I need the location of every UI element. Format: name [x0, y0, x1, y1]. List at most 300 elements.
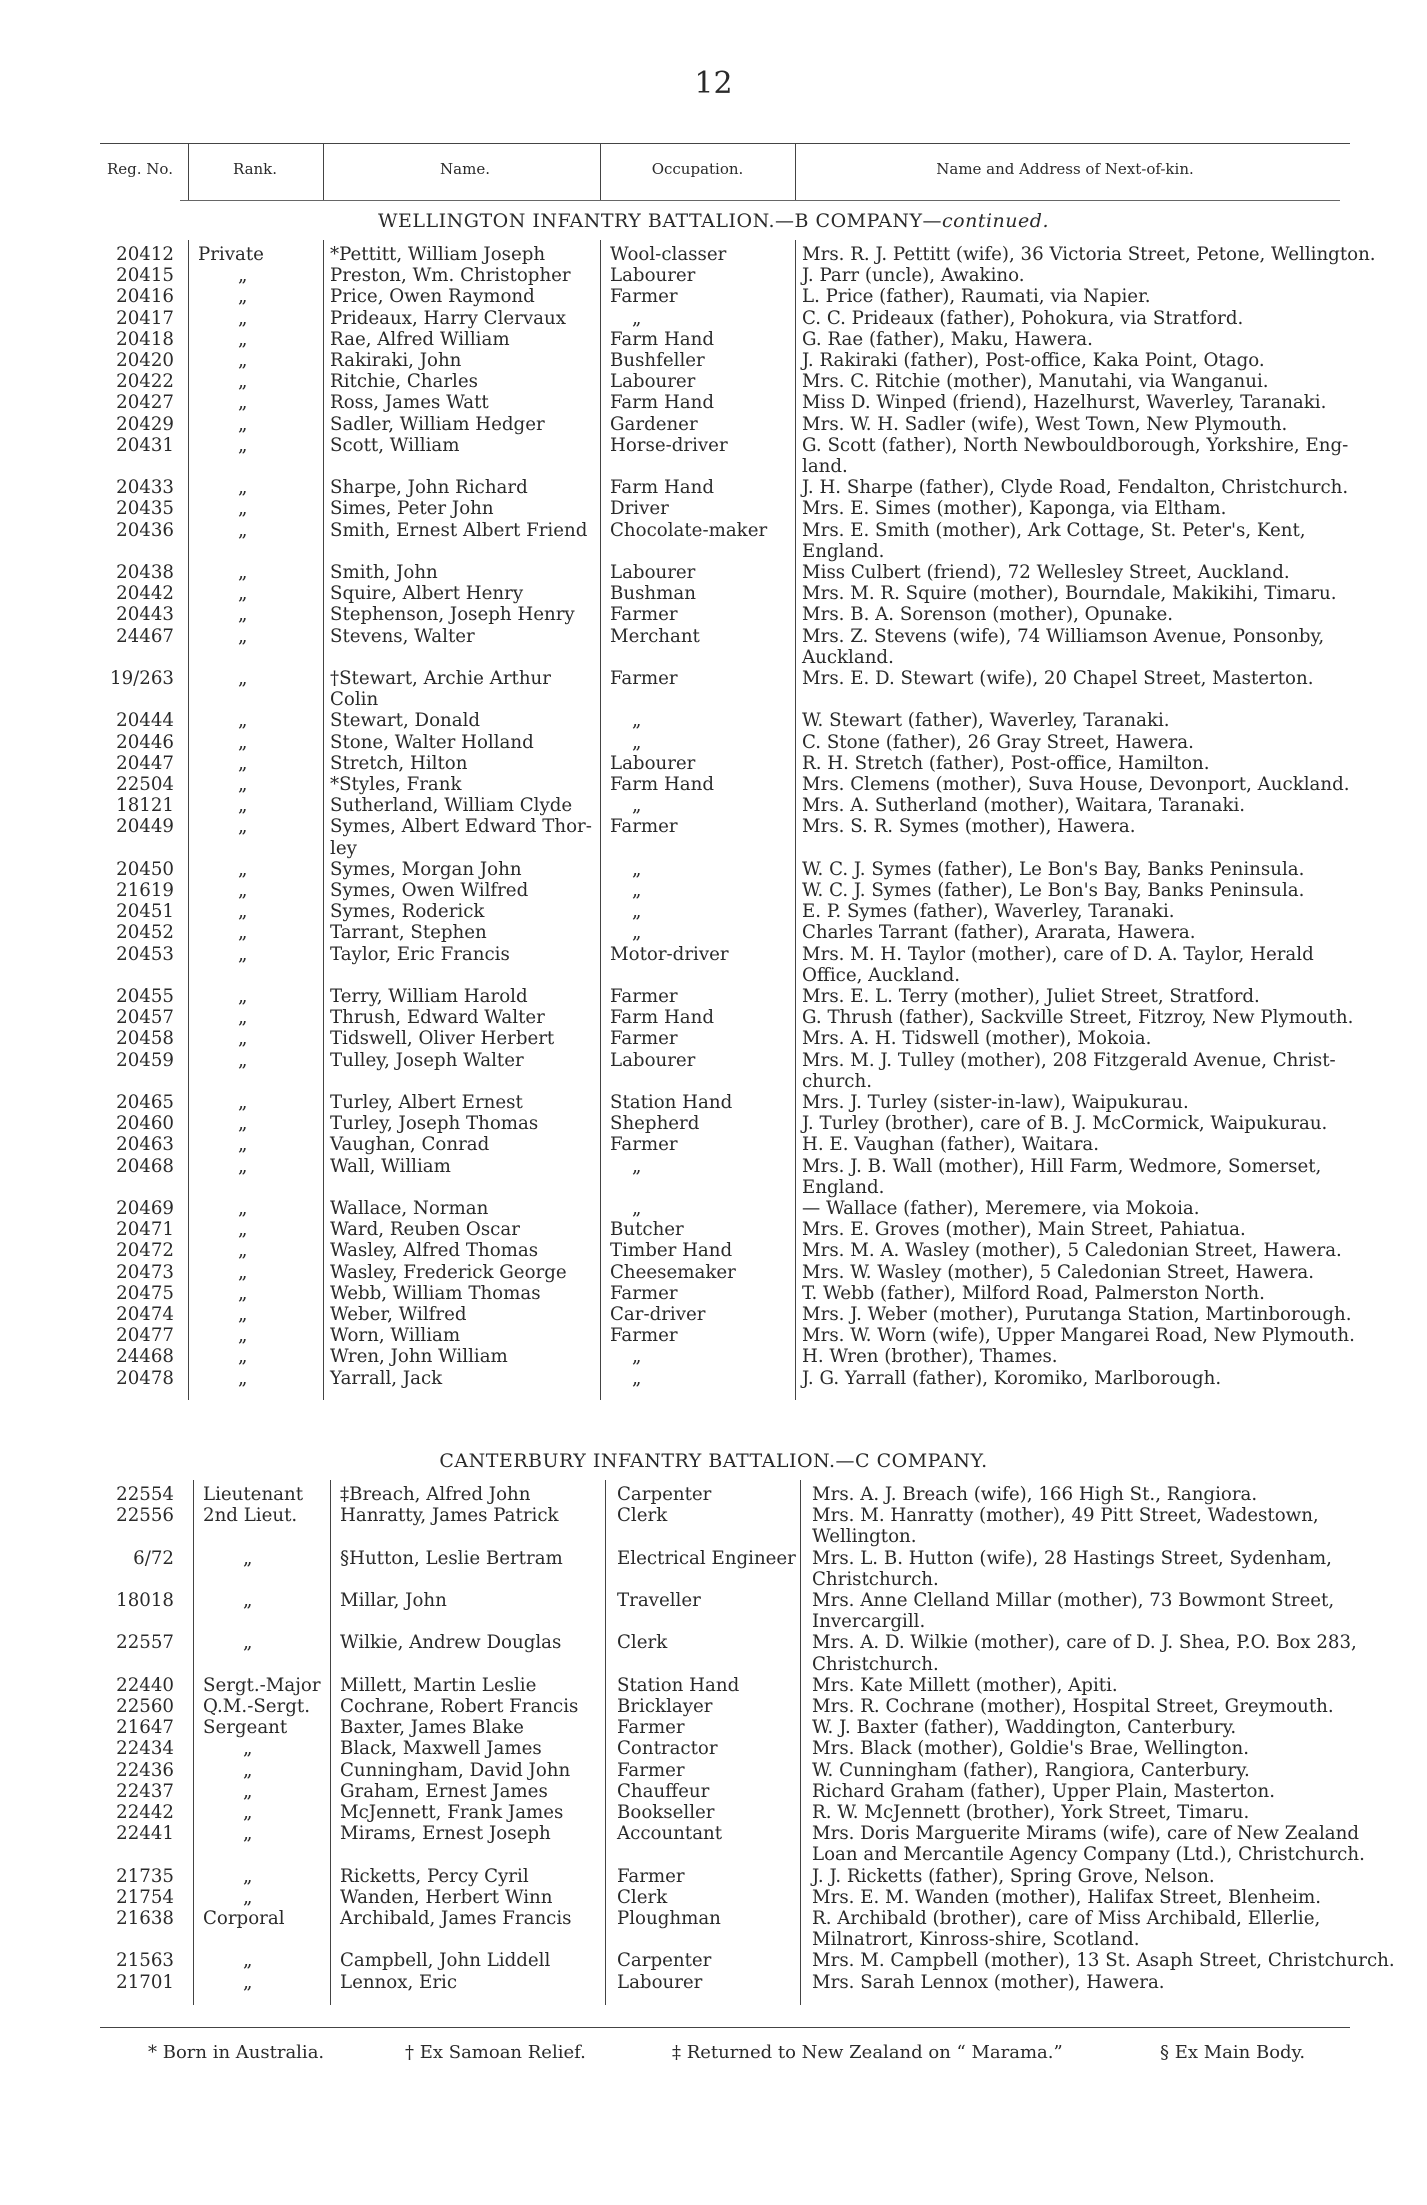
- next-of-kin-cell: Charles Tarrant (father), Ararata, Hawera.: [802, 922, 1196, 944]
- name-cell: Ricketts, Percy Cyril: [340, 1865, 529, 1887]
- occupation-cell: Farm Hand: [610, 1007, 715, 1029]
- next-of-kin-cell: Mrs. E. M. Wanden (mother), Halifax Street, Blenheim.: [812, 1886, 1322, 1908]
- next-of-kin-continuation: England.: [802, 540, 885, 562]
- header-divider-4: [795, 143, 796, 200]
- reg-no-cell: 20477: [116, 1325, 174, 1347]
- rank-cell: Private: [198, 244, 264, 265]
- header-divider-2: [323, 143, 324, 200]
- name-cell: ‡Breach, Alfred John: [340, 1484, 531, 1505]
- reg-no-cell: 18121: [116, 795, 174, 817]
- rank-cell: „: [243, 1780, 253, 1802]
- next-of-kin-cell: J. J. Ricketts (father), Spring Grove, Nelson.: [812, 1865, 1215, 1887]
- rank-cell: Sergt.-Major: [203, 1674, 321, 1696]
- header-occupation: Occupation.: [651, 160, 744, 178]
- reg-no-cell: 22436: [116, 1759, 174, 1781]
- reg-no-cell: 20475: [116, 1282, 174, 1304]
- rank-cell: „: [238, 1346, 248, 1368]
- rank-cell: Q.M.-Sergt.: [203, 1696, 310, 1717]
- name-cell: Simes, Peter John: [330, 498, 494, 520]
- reg-no-cell: 20447: [116, 752, 174, 774]
- rank-cell: „: [238, 922, 248, 944]
- name-cell: Wasley, Alfred Thomas: [330, 1240, 539, 1262]
- name-cell: Preston, Wm. Christopher: [330, 265, 571, 287]
- rank-cell: „: [238, 286, 248, 308]
- next-of-kin-cell: Richard Graham (father), Upper Plain, Masterton.: [812, 1780, 1275, 1802]
- next-of-kin-cell: Mrs. R. J. Pettitt (wife), 36 Victoria Street, Petone, Wellington.: [802, 244, 1376, 265]
- next-of-kin-cell: Mrs. Black (mother), Goldie's Brae, Wellington.: [812, 1738, 1250, 1760]
- name-cell: Stretch, Hilton: [330, 752, 468, 774]
- next-of-kin-cell: Mrs. S. R. Symes (mother), Hawera.: [802, 816, 1136, 838]
- next-of-kin-cell: W. C. J. Symes (father), Le Bon's Bay, Banks Peninsula.: [802, 880, 1305, 901]
- rank-cell: „: [238, 1240, 248, 1262]
- reg-no-cell: 20449: [116, 816, 174, 838]
- next-of-kin-cell: Mrs. M. J. Tulley (mother), 208 Fitzgerald Avenue, Christ-: [802, 1049, 1336, 1071]
- name-cell: Rakiraki, John: [330, 350, 462, 371]
- occupation-cell: Bookseller: [617, 1802, 715, 1823]
- footnote-main-body: § Ex Main Body.: [1160, 2042, 1306, 2063]
- next-of-kin-cell: W. Stewart (father), Waverley, Taranaki.: [802, 710, 1170, 732]
- occupation-cell: Farm Hand: [610, 477, 715, 499]
- reg-no-cell: 20438: [116, 562, 174, 583]
- next-of-kin-cell: J. G. Yarrall (father), Koromiko, Marlborough.: [802, 1367, 1222, 1389]
- name-cell: Smith, Ernest Albert Friend: [330, 519, 588, 541]
- name-cell: Smith, John: [330, 562, 438, 583]
- next-of-kin-cell: Mrs. E. D. Stewart (wife), 20 Chapel Street, Masterton.: [802, 668, 1314, 689]
- rank-cell: „: [238, 1092, 248, 1113]
- reg-no-cell: 6/72: [133, 1547, 174, 1569]
- reg-no-cell: 20469: [116, 1198, 174, 1219]
- next-of-kin-cell: Mrs. J. B. Wall (mother), Hill Farm, Wedmore, Somerset,: [802, 1155, 1322, 1177]
- name-cell: Millar, John: [340, 1590, 447, 1611]
- reg-no-cell: 20446: [116, 731, 174, 753]
- rank-cell: „: [238, 774, 248, 795]
- occupation-cell: Clerk: [617, 1632, 668, 1654]
- rank-cell: „: [238, 413, 248, 435]
- next-of-kin-cell: Mrs. E. Simes (mother), Kaponga, via Eltham.: [802, 498, 1227, 520]
- next-of-kin-cell: R. W. McJennett (brother), York Street, Timaru.: [812, 1802, 1250, 1823]
- rank-cell: „: [238, 307, 248, 329]
- name-cell: Campbell, John Liddell: [340, 1950, 551, 1972]
- next-of-kin-cell: G. Thrush (father), Sackville Street, Fitzroy, New Plymouth.: [802, 1007, 1354, 1029]
- reg-no-cell: 20442: [116, 583, 174, 605]
- reg-no-cell: 20450: [116, 858, 174, 880]
- footer-rule: [100, 2027, 1350, 2028]
- rank-cell: „: [243, 1590, 253, 1611]
- next-of-kin-continuation: Christchurch.: [812, 1653, 939, 1675]
- reg-no-cell: 20415: [116, 265, 174, 287]
- next-of-kin-cell: Mrs. W. H. Sadler (wife), West Town, New Plymouth.: [802, 413, 1288, 435]
- next-of-kin-cell: Mrs. M. R. Squire (mother), Bourndale, Makikihi, Timaru.: [802, 583, 1337, 605]
- reg-no-cell: 20416: [116, 286, 174, 308]
- name-cell: Wallace, Norman: [330, 1198, 489, 1219]
- next-of-kin-cell: Mrs. R. Cochrane (mother), Hospital Street, Greymouth.: [812, 1696, 1334, 1717]
- next-of-kin-cell: H. Wren (brother), Thames.: [802, 1346, 1058, 1368]
- occupation-cell: Contractor: [617, 1738, 718, 1760]
- reg-no-cell: 20451: [116, 901, 174, 923]
- occupation-cell: Bushman: [610, 583, 696, 605]
- next-of-kin-cell: Mrs. J. Weber (mother), Purutanga Station, Martinborough.: [802, 1304, 1352, 1325]
- name-cell: Weber, Wilfred: [330, 1304, 467, 1325]
- next-of-kin-cell: G. Rae (father), Maku, Hawera.: [802, 328, 1093, 350]
- name-cell: Worn, William: [330, 1325, 461, 1347]
- occupation-cell: „: [632, 922, 642, 944]
- name-cell: Tidswell, Oliver Herbert: [330, 1028, 555, 1050]
- name-cell: Baxter, James Blake: [340, 1717, 524, 1739]
- column-divider-rank: [188, 240, 189, 1400]
- name-cell: Ward, Reuben Oscar: [330, 1219, 520, 1241]
- section-title-wellington: [0, 210, 1427, 232]
- rank-cell: „: [238, 328, 248, 350]
- name-cell: §Hutton, Leslie Bertram: [340, 1547, 563, 1569]
- reg-no-cell: 21619: [116, 880, 174, 901]
- occupation-cell: Station Hand: [610, 1092, 733, 1113]
- rank-cell: „: [238, 265, 248, 287]
- column-divider-kin: [795, 240, 796, 1400]
- reg-no-cell: 21701: [116, 1971, 174, 1993]
- reg-no-cell: 22441: [116, 1823, 174, 1845]
- next-of-kin-cell: E. P. Symes (father), Waverley, Taranaki.: [802, 901, 1175, 923]
- rank-cell: „: [238, 519, 248, 541]
- occupation-cell: Carpenter: [617, 1950, 712, 1972]
- occupation-cell: Cheesemaker: [610, 1261, 736, 1283]
- rank-cell: „: [243, 1823, 253, 1845]
- occupation-cell: Driver: [610, 498, 669, 520]
- next-of-kin-cell: C. Stone (father), 26 Gray Street, Hawera.: [802, 731, 1194, 753]
- rank-cell: „: [238, 371, 248, 393]
- name-cell: Stone, Walter Holland: [330, 731, 534, 753]
- rank-cell: „: [238, 434, 248, 456]
- next-of-kin-cell: H. E. Vaughan (father), Waitara.: [802, 1134, 1100, 1156]
- occupation-cell: Farmer: [610, 286, 678, 308]
- name-cell-continuation: ley: [330, 837, 357, 859]
- occupation-cell: Labourer: [610, 371, 696, 393]
- rank-cell: „: [238, 350, 248, 371]
- name-cell: Webb, William Thomas: [330, 1282, 541, 1304]
- next-of-kin-cell: J. Turley (brother), care of B. J. McCormick, Waipukurau.: [802, 1113, 1328, 1135]
- rank-cell: „: [238, 392, 248, 414]
- next-of-kin-continuation: Invercargill.: [812, 1611, 926, 1633]
- occupation-cell: „: [632, 1367, 642, 1389]
- name-cell: Lennox, Eric: [340, 1971, 458, 1993]
- name-cell: Mirams, Ernest Joseph: [340, 1823, 551, 1845]
- name-cell: Rae, Alfred William: [330, 328, 510, 350]
- occupation-cell: Farmer: [610, 816, 678, 838]
- name-cell: Turley, Joseph Thomas: [330, 1113, 539, 1135]
- occupation-cell: Farmer: [610, 1282, 678, 1304]
- name-cell: Tulley, Joseph Walter: [330, 1049, 524, 1071]
- reg-no-cell: 20429: [116, 413, 174, 435]
- occupation-cell: „: [632, 1198, 642, 1219]
- name-cell: Black, Maxwell James: [340, 1738, 542, 1760]
- occupation-cell: Station Hand: [617, 1674, 740, 1696]
- reg-no-cell: 21563: [116, 1950, 174, 1972]
- name-cell: Sharpe, John Richard: [330, 477, 528, 499]
- reg-no-cell: 20444: [116, 710, 174, 732]
- name-cell: Turley, Albert Ernest: [330, 1092, 523, 1113]
- rank-cell: „: [238, 498, 248, 520]
- rank-cell: „: [238, 562, 248, 583]
- reg-no-cell: 20443: [116, 604, 174, 626]
- reg-no-cell: 20420: [116, 350, 174, 371]
- occupation-cell: Chauffeur: [617, 1780, 710, 1802]
- reg-no-cell: 24467: [116, 625, 174, 647]
- name-cell: Cochrane, Robert Francis: [340, 1696, 579, 1717]
- name-cell: Graham, Ernest James: [340, 1780, 548, 1802]
- reg-no-cell: 22560: [116, 1696, 174, 1717]
- next-of-kin-cell: Mrs. J. Turley (sister-in-law), Waipukurau.: [802, 1092, 1189, 1113]
- next-of-kin-cell: Mrs. E. L. Terry (mother), Juliet Street, Stratford.: [802, 986, 1260, 1007]
- occupation-cell: Electrical Engineer: [617, 1547, 796, 1569]
- occupation-cell: Labourer: [610, 562, 696, 583]
- name-cell: Hanratty, James Patrick: [340, 1505, 559, 1527]
- rank-cell: 2nd Lieut.: [203, 1505, 298, 1527]
- column-divider-kin-2: [800, 1480, 801, 2005]
- column-divider-rank-2: [193, 1480, 194, 2005]
- section-title-canterbury: [0, 1450, 1427, 1472]
- rank-cell: „: [238, 1261, 248, 1283]
- next-of-kin-cell: Mrs. Kate Millett (mother), Apiti.: [812, 1674, 1118, 1696]
- reg-no-cell: 20468: [116, 1155, 174, 1177]
- rank-cell: „: [243, 1547, 253, 1569]
- rank-cell: Sergeant: [203, 1717, 288, 1739]
- column-divider-occupation-2: [605, 1480, 606, 2005]
- rank-cell: „: [238, 583, 248, 605]
- next-of-kin-cell: W. C. J. Symes (father), Le Bon's Bay, Banks Peninsula.: [802, 858, 1305, 880]
- name-cell: Squire, Albert Henry: [330, 583, 524, 605]
- rank-cell: Lieutenant: [203, 1484, 304, 1505]
- rank-cell: „: [243, 1632, 253, 1654]
- name-cell: Archibald, James Francis: [340, 1908, 572, 1929]
- rank-cell: „: [243, 1759, 253, 1781]
- reg-no-cell: 20465: [116, 1092, 174, 1113]
- occupation-cell: Clerk: [617, 1886, 668, 1908]
- name-cell: Vaughan, Conrad: [330, 1134, 490, 1156]
- occupation-cell: Bricklayer: [617, 1696, 713, 1717]
- occupation-cell: „: [632, 731, 642, 753]
- page-number: 12: [694, 66, 733, 101]
- name-cell: Stewart, Donald: [330, 710, 481, 732]
- reg-no-cell: 21638: [116, 1908, 174, 1929]
- rank-cell: „: [238, 604, 248, 626]
- name-cell: McJennett, Frank James: [340, 1802, 564, 1823]
- next-of-kin-continuation: land.: [802, 455, 848, 477]
- occupation-cell: „: [632, 858, 642, 880]
- reg-no-cell: 20474: [116, 1304, 174, 1325]
- rank-cell: „: [243, 1802, 253, 1823]
- name-cell: Tarrant, Stephen: [330, 922, 487, 944]
- name-cell: Wasley, Frederick George: [330, 1261, 567, 1283]
- reg-no-cell: 21754: [116, 1886, 174, 1908]
- next-of-kin-cell: W. J. Baxter (father), Waddington, Canterbury.: [812, 1717, 1237, 1739]
- rank-cell: „: [238, 858, 248, 880]
- rank-cell: „: [238, 1007, 248, 1029]
- next-of-kin-cell: Mrs. Z. Stevens (wife), 74 Williamson Avenue, Ponsonby,: [802, 625, 1325, 647]
- name-cell: Wilkie, Andrew Douglas: [340, 1632, 562, 1654]
- occupation-cell: Farm Hand: [610, 328, 715, 350]
- rank-cell: „: [243, 1738, 253, 1760]
- reg-no-cell: 21735: [116, 1865, 174, 1887]
- rank-cell: „: [238, 668, 248, 689]
- name-cell-continuation: Colin: [330, 689, 379, 711]
- rank-cell: „: [238, 1304, 248, 1325]
- rank-cell: „: [238, 1198, 248, 1219]
- next-of-kin-cell: C. C. Prideaux (father), Pohokura, via Stratford.: [802, 307, 1244, 329]
- rank-cell: „: [238, 901, 248, 923]
- occupation-cell: Farmer: [610, 1028, 678, 1050]
- rank-cell: „: [238, 1367, 248, 1389]
- rank-cell: „: [238, 880, 248, 901]
- occupation-cell: „: [632, 307, 642, 329]
- reg-no-cell: 20436: [116, 519, 174, 541]
- rank-cell: „: [238, 816, 248, 838]
- name-cell: Scott, William: [330, 434, 460, 456]
- rank-cell: „: [238, 731, 248, 753]
- reg-no-cell: 20463: [116, 1134, 174, 1156]
- next-of-kin-cell: J. Parr (uncle), Awakino.: [802, 265, 1025, 287]
- occupation-cell: Farmer: [617, 1759, 685, 1781]
- rank-cell: Corporal: [203, 1908, 285, 1929]
- occupation-cell: Farmer: [610, 668, 678, 689]
- header-rank: Rank.: [232, 160, 278, 178]
- occupation-cell: Traveller: [617, 1590, 701, 1611]
- next-of-kin-cell: R. Archibald (brother), care of Miss Archibald, Ellerlie,: [812, 1908, 1321, 1929]
- next-of-kin-continuation: Auckland.: [802, 646, 894, 668]
- occupation-cell: Clerk: [617, 1505, 668, 1527]
- reg-no-cell: 22440: [116, 1674, 174, 1696]
- occupation-cell: Farmer: [610, 604, 678, 626]
- reg-no-cell: 20435: [116, 498, 174, 520]
- rank-cell: „: [238, 986, 248, 1007]
- reg-no-cell: 22434: [116, 1738, 174, 1760]
- rank-cell: „: [238, 1219, 248, 1241]
- rank-cell: „: [238, 1049, 248, 1071]
- next-of-kin-cell: Mrs. Clemens (mother), Suva House, Devonport, Auckland.: [802, 774, 1350, 795]
- next-of-kin-continuation: Wellington.: [812, 1526, 917, 1548]
- next-of-kin-cell: J. Rakiraki (father), Post-office, Kaka Point, Otago.: [802, 350, 1265, 371]
- reg-no-cell: 24468: [116, 1346, 174, 1368]
- occupation-cell: „: [632, 1155, 642, 1177]
- reg-no-cell: 18018: [116, 1590, 174, 1611]
- occupation-cell: Bushfeller: [610, 350, 705, 371]
- occupation-cell: Wool-classer: [610, 244, 727, 265]
- name-cell: Sutherland, William Clyde: [330, 795, 573, 817]
- reg-no-cell: 20453: [116, 943, 174, 965]
- rank-cell: „: [238, 1134, 248, 1156]
- reg-no-cell: 20459: [116, 1049, 174, 1071]
- next-of-kin-cell: Mrs. M. A. Wasley (mother), 5 Caledonian Street, Hawera.: [802, 1240, 1342, 1262]
- name-cell: Terry, William Harold: [330, 986, 528, 1007]
- reg-no-cell: 20452: [116, 922, 174, 944]
- occupation-cell: Horse-driver: [610, 434, 728, 456]
- reg-no-cell: 22557: [116, 1632, 174, 1654]
- name-cell: Stevens, Walter: [330, 625, 475, 647]
- name-cell: Symes, Morgan John: [330, 858, 522, 880]
- occupation-cell: Farmer: [617, 1865, 685, 1887]
- name-cell: †Stewart, Archie Arthur: [330, 668, 551, 689]
- reg-no-cell: 20422: [116, 371, 174, 393]
- rank-cell: „: [238, 1282, 248, 1304]
- name-cell: *Styles, Frank: [330, 774, 462, 795]
- column-divider-name-2: [330, 1480, 331, 2005]
- next-of-kin-cell: Mrs. W. Worn (wife), Upper Mangarei Road, New Plymouth.: [802, 1325, 1355, 1347]
- section-title-suffix: continued.: [942, 210, 1049, 232]
- occupation-cell: Car-driver: [610, 1304, 706, 1325]
- next-of-kin-cell: Mrs. E. Groves (mother), Main Street, Pahiatua.: [802, 1219, 1246, 1241]
- occupation-cell: „: [632, 795, 642, 817]
- next-of-kin-cell: Mrs. Doris Marguerite Mirams (wife), care of New Zealand: [812, 1823, 1360, 1845]
- name-cell: Ritchie, Charles: [330, 371, 478, 393]
- reg-no-cell: 20418: [116, 328, 174, 350]
- reg-no-cell: 20473: [116, 1261, 174, 1283]
- occupation-cell: Accountant: [617, 1823, 723, 1845]
- next-of-kin-cell: Mrs. E. Smith (mother), Ark Cottage, St. Peter's, Kent,: [802, 519, 1306, 541]
- reg-no-cell: 20471: [116, 1219, 174, 1241]
- next-of-kin-cell: W. Cunningham (father), Rangiora, Canterbury.: [812, 1759, 1250, 1781]
- reg-no-cell: 22437: [116, 1780, 174, 1802]
- next-of-kin-cell: Mrs. A. J. Breach (wife), 166 High St., Rangiora.: [812, 1484, 1258, 1505]
- occupation-cell: Carpenter: [617, 1484, 712, 1505]
- occupation-cell: Timber Hand: [610, 1240, 733, 1262]
- header-divider-1: [188, 143, 189, 200]
- next-of-kin-cell: Miss D. Winped (friend), Hazelhurst, Waverley, Taranaki.: [802, 392, 1327, 414]
- next-of-kin-cell: L. Price (father), Raumati, via Napier.: [802, 286, 1151, 308]
- name-cell: Millett, Martin Leslie: [340, 1674, 537, 1696]
- reg-no-cell: 21647: [116, 1717, 174, 1739]
- next-of-kin-cell: T. Webb (father), Milford Road, Palmerston North.: [802, 1282, 1265, 1304]
- footnote-born-australia: * Born in Australia.: [148, 2042, 325, 2063]
- next-of-kin-cell: J. H. Sharpe (father), Clyde Road, Fendalton, Christchurch.: [802, 477, 1349, 499]
- name-cell: Wanden, Herbert Winn: [340, 1886, 553, 1908]
- name-cell: Symes, Owen Wilfred: [330, 880, 529, 901]
- name-cell: Yarrall, Jack: [330, 1367, 443, 1389]
- reg-no-cell: 19/263: [110, 668, 174, 689]
- rank-cell: „: [238, 943, 248, 965]
- occupation-cell: Farmer: [610, 1134, 678, 1156]
- occupation-cell: Labourer: [610, 1049, 696, 1071]
- reg-no-cell: 20472: [116, 1240, 174, 1262]
- rank-cell: „: [238, 795, 248, 817]
- occupation-cell: „: [632, 880, 642, 901]
- section-title-main: WELLINGTON INFANTRY BATTALION.—B COMPANY—: [378, 210, 943, 232]
- reg-no-cell: 20412: [116, 244, 174, 265]
- next-of-kin-continuation: Milnatrort, Kinross-shire, Scotland.: [812, 1929, 1140, 1951]
- next-of-kin-cell: Miss Culbert (friend), 72 Wellesley Street, Auckland.: [802, 562, 1290, 583]
- footnote-samoan-relief: † Ex Samoan Relief.: [405, 2042, 586, 2063]
- next-of-kin-cell: Mrs. A. Sutherland (mother), Waitara, Taranaki.: [802, 795, 1246, 817]
- next-of-kin-cell: Mrs. L. B. Hutton (wife), 28 Hastings Street, Sydenham,: [812, 1547, 1332, 1569]
- occupation-cell: Merchant: [610, 625, 700, 647]
- next-of-kin-cell: Mrs. A. D. Wilkie (mother), care of D. J. Shea, P.O. Box 283,: [812, 1632, 1357, 1654]
- reg-no-cell: 22554: [116, 1484, 174, 1505]
- occupation-cell: Ploughman: [617, 1908, 721, 1929]
- name-cell: Prideaux, Harry Clervaux: [330, 307, 566, 329]
- next-of-kin-continuation: England.: [802, 1176, 885, 1198]
- reg-no-cell: 22504: [116, 774, 174, 795]
- next-of-kin-cell: Mrs. M. H. Taylor (mother), care of D. A. Taylor, Herald: [802, 943, 1314, 965]
- reg-no-cell: 20455: [116, 986, 174, 1007]
- occupation-cell: Farm Hand: [610, 392, 715, 414]
- next-of-kin-continuation: Loan and Mercantile Agency Company (Ltd.), Christchurch.: [812, 1844, 1365, 1866]
- occupation-cell: Labourer: [610, 265, 696, 287]
- name-cell: Ross, James Watt: [330, 392, 489, 414]
- next-of-kin-cell: — Wallace (father), Meremere, via Mokoia.: [802, 1198, 1200, 1219]
- column-divider-occupation: [600, 240, 601, 1400]
- occupation-cell: Farmer: [617, 1717, 685, 1739]
- reg-no-cell: 20431: [116, 434, 174, 456]
- name-cell: Stephenson, Joseph Henry: [330, 604, 575, 626]
- rank-cell: „: [243, 1865, 253, 1887]
- reg-no-cell: 20433: [116, 477, 174, 499]
